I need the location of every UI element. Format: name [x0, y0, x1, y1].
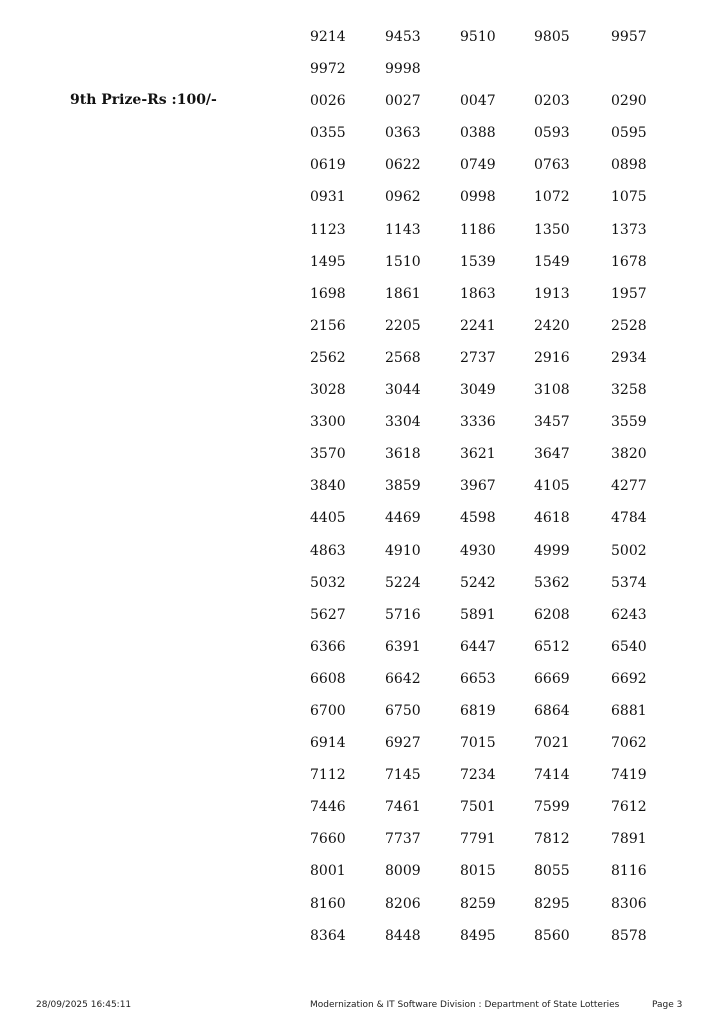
ticket-number: 1549 — [534, 253, 570, 270]
ticket-number: 9805 — [534, 29, 570, 45]
ticket-number: 7234 — [460, 767, 496, 784]
ticket-number: 1143 — [385, 221, 421, 238]
ticket-number: 7446 — [310, 799, 346, 816]
ticket-number: 5032 — [310, 574, 346, 591]
ticket-number: 7145 — [385, 767, 421, 784]
ticket-number: 6927 — [385, 735, 421, 752]
ticket-number: 1957 — [611, 285, 647, 302]
ticket-number: 4598 — [460, 510, 496, 527]
ticket-number: 0962 — [385, 189, 421, 206]
ticket-number: 2241 — [460, 317, 496, 334]
ticket-number: 4618 — [534, 510, 570, 527]
ticket-number: 7021 — [534, 735, 570, 752]
ticket-number: 1072 — [534, 189, 570, 206]
ticket-number: 4105 — [534, 478, 570, 495]
ticket-number: 1123 — [310, 221, 346, 238]
ticket-number: 5224 — [385, 574, 421, 591]
ticket-number: 8015 — [460, 863, 496, 880]
ticket-number: 7812 — [534, 831, 570, 848]
ticket-number: 0998 — [460, 189, 496, 206]
ticket-number: 3336 — [460, 414, 496, 431]
ticket-number: 0388 — [460, 125, 496, 142]
ticket-number: 4930 — [460, 542, 496, 559]
ticket-number: 3044 — [385, 382, 421, 399]
ticket-number: 2568 — [385, 349, 421, 366]
ticket-number: 3859 — [385, 478, 421, 495]
ticket-number: 0622 — [385, 157, 421, 174]
ticket-number: 7599 — [534, 799, 570, 816]
ticket-number: 6512 — [534, 638, 570, 655]
ticket-number: 8495 — [460, 927, 496, 944]
ticket-number: 8259 — [460, 895, 496, 912]
ticket-number: 7112 — [310, 767, 346, 784]
ticket-number: 4863 — [310, 542, 346, 559]
ticket-number: 4405 — [310, 510, 346, 527]
ticket-number: 9998 — [385, 61, 421, 78]
ticket-number: 5627 — [310, 606, 346, 623]
ticket-number: 3028 — [310, 382, 346, 399]
ticket-number: 8206 — [385, 895, 421, 912]
prize-label: 9th Prize-Rs :100/- — [70, 92, 217, 108]
ticket-number: 4277 — [611, 478, 647, 495]
ticket-number: 8001 — [310, 863, 346, 880]
ticket-number: 0026 — [310, 93, 346, 110]
ticket-number: 6653 — [460, 670, 496, 687]
ticket-number: 0763 — [534, 157, 570, 174]
ticket-number: 0290 — [611, 93, 647, 110]
ticket-number: 6700 — [310, 702, 346, 719]
ticket-number: 7419 — [611, 767, 647, 784]
ticket-number: 6540 — [611, 638, 647, 655]
ticket-number: 1863 — [460, 285, 496, 302]
ticket-number: 6881 — [611, 702, 647, 719]
ticket-number: 3647 — [534, 446, 570, 463]
ticket-number: 3258 — [611, 382, 647, 399]
ticket-number: 0027 — [385, 93, 421, 110]
ticket-number: 3300 — [310, 414, 346, 431]
ticket-number: 0363 — [385, 125, 421, 142]
ticket-number: 5362 — [534, 574, 570, 591]
ticket-number: 4999 — [534, 542, 570, 559]
ticket-number: 9957 — [611, 29, 647, 45]
ticket-number: 0619 — [310, 157, 346, 174]
footer-page-number: Page 3 — [652, 1000, 683, 1010]
ticket-number: 3570 — [310, 446, 346, 463]
ticket-number: 3559 — [611, 414, 647, 431]
ticket-number: 6692 — [611, 670, 647, 687]
ticket-number: 0355 — [310, 125, 346, 142]
ticket-number: 9214 — [310, 29, 346, 45]
ticket-number: 1510 — [385, 253, 421, 270]
ticket-number: 7891 — [611, 831, 647, 848]
ticket-number: 7461 — [385, 799, 421, 816]
ticket-number: 6864 — [534, 702, 570, 719]
ticket-number: 5242 — [460, 574, 496, 591]
ticket-number: 5374 — [611, 574, 647, 591]
ticket-number: 1539 — [460, 253, 496, 270]
ticket-number: 6608 — [310, 670, 346, 687]
ticket-number: 3304 — [385, 414, 421, 431]
ticket-number: 2934 — [611, 349, 647, 366]
ticket-number: 3108 — [534, 382, 570, 399]
ticket-number: 1186 — [460, 221, 496, 238]
ticket-number: 7737 — [385, 831, 421, 848]
ticket-number: 1495 — [310, 253, 346, 270]
ticket-number: 7612 — [611, 799, 647, 816]
ticket-number: 7660 — [310, 831, 346, 848]
ticket-number: 1698 — [310, 285, 346, 302]
ticket-number: 9510 — [460, 29, 496, 45]
ticket-number: 3457 — [534, 414, 570, 431]
footer-department: Modernization & IT Software Division : Department of State Lotteries — [310, 1000, 620, 1010]
ticket-number: 9453 — [385, 29, 421, 45]
ticket-number: 2156 — [310, 317, 346, 334]
ticket-number: 6366 — [310, 638, 346, 655]
ticket-number: 8055 — [534, 863, 570, 880]
ticket-number: 1373 — [611, 221, 647, 238]
ticket-number: 0593 — [534, 125, 570, 142]
ticket-number: 1861 — [385, 285, 421, 302]
ticket-number: 8364 — [310, 927, 346, 944]
ticket-number: 5716 — [385, 606, 421, 623]
ticket-number: 1913 — [534, 285, 570, 302]
ticket-number: 0047 — [460, 93, 496, 110]
ticket-number: 9972 — [310, 61, 346, 78]
ticket-number: 3967 — [460, 478, 496, 495]
ticket-number: 6208 — [534, 606, 570, 623]
ticket-number: 8560 — [534, 927, 570, 944]
ticket-number: 8160 — [310, 895, 346, 912]
ticket-number: 2737 — [460, 349, 496, 366]
ticket-number: 8306 — [611, 895, 647, 912]
ticket-number: 2420 — [534, 317, 570, 334]
ticket-number: 6447 — [460, 638, 496, 655]
ticket-number: 7501 — [460, 799, 496, 816]
ticket-number: 3840 — [310, 478, 346, 495]
ticket-number: 1678 — [611, 253, 647, 270]
footer-timestamp: 28/09/2025 16:45:11 — [36, 1000, 132, 1010]
ticket-number: 8578 — [611, 927, 647, 944]
ticket-number: 0898 — [611, 157, 647, 174]
ticket-number: 3049 — [460, 382, 496, 399]
ticket-number: 5891 — [460, 606, 496, 623]
ticket-number: 6819 — [460, 702, 496, 719]
ticket-number: 1350 — [534, 221, 570, 238]
ticket-number: 5002 — [611, 542, 647, 559]
ticket-number: 8116 — [611, 863, 647, 880]
ticket-number: 4910 — [385, 542, 421, 559]
ticket-number: 7062 — [611, 735, 647, 752]
ticket-number: 2916 — [534, 349, 570, 366]
ticket-number: 3618 — [385, 446, 421, 463]
ticket-number: 0931 — [310, 189, 346, 206]
ticket-number: 1075 — [611, 189, 647, 206]
ticket-number: 6914 — [310, 735, 346, 752]
ticket-number: 7791 — [460, 831, 496, 848]
ticket-number: 0595 — [611, 125, 647, 142]
ticket-number: 2562 — [310, 349, 346, 366]
ticket-number: 0749 — [460, 157, 496, 174]
ticket-number: 6391 — [385, 638, 421, 655]
ticket-number: 0203 — [534, 93, 570, 110]
ticket-number: 4469 — [385, 510, 421, 527]
ticket-number: 7414 — [534, 767, 570, 784]
ticket-number: 7015 — [460, 735, 496, 752]
ticket-number: 6750 — [385, 702, 421, 719]
ticket-number: 6243 — [611, 606, 647, 623]
ticket-number: 3621 — [460, 446, 496, 463]
ticket-number: 6669 — [534, 670, 570, 687]
ticket-number: 2528 — [611, 317, 647, 334]
ticket-number: 3820 — [611, 446, 647, 463]
ticket-number: 8295 — [534, 895, 570, 912]
ticket-number: 6642 — [385, 670, 421, 687]
ticket-number: 8448 — [385, 927, 421, 944]
ticket-number: 4784 — [611, 510, 647, 527]
ticket-number: 8009 — [385, 863, 421, 880]
ticket-number: 2205 — [385, 317, 421, 334]
